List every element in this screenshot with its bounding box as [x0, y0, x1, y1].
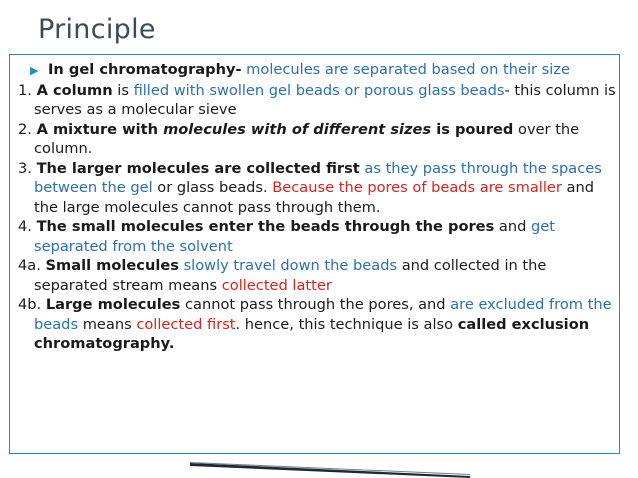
paragraph-5-segment-1: 4.	[18, 218, 37, 235]
paragraph-4	[18, 159, 616, 218]
paragraph-7-segment-5: means	[78, 315, 137, 333]
bottom-bar-highlight	[190, 462, 470, 475]
paragraph-4-segment-3: as they pass through the spaces between the gel	[34, 159, 602, 196]
paragraph-4-segment-6: and the large molecules cannot pass through them.	[34, 179, 595, 216]
paragraph-5-segment-2: The small molecules enter the beads through the pores	[36, 218, 495, 235]
paragraph-6-segment-3: slowly travel down the beads	[178, 257, 398, 274]
paragraph-7-segment-3: cannot pass through the pores, and	[180, 296, 451, 313]
paragraph-2-segment-5: - this column is serves as a molecular sieve	[34, 81, 616, 118]
bottom-bar-shape	[190, 463, 470, 478]
paragraph-4-segment-4: or glass beads.	[152, 179, 273, 196]
slide-title: Principle	[38, 14, 156, 45]
decorative-bottom-bar	[0, 462, 638, 478]
paragraph-5	[18, 217, 616, 256]
paragraph-7-segment-1: 4b.	[18, 296, 46, 313]
paragraph-4-segment-5: Because the pores of beads are smaller	[272, 179, 562, 196]
paragraph-5-segment-3: and	[494, 218, 531, 235]
paragraph-5-segment-4: get separated from the solvent	[34, 218, 555, 255]
arrow-bullet-icon: ▶	[30, 64, 39, 77]
paragraph-6-segment-1: 4a.	[18, 257, 46, 274]
paragraph-3-segment-5: over the column.	[34, 120, 580, 157]
paragraph-6-segment-4: and collected in the separated stream means	[34, 257, 547, 294]
paragraph-6-segment-5: collected latter	[221, 276, 332, 294]
paragraph-7-segment-4: are excluded from the beads	[34, 296, 612, 333]
paragraph-3-segment-1: 2.	[18, 120, 37, 138]
paragraph-3-segment-2: A mixture with	[36, 120, 164, 138]
paragraph-2-segment-1: 1.	[18, 81, 37, 99]
paragraph-1-segment-1: In gel chromatography-	[48, 61, 242, 78]
paragraph-3-segment-3: molecules with of different sizes	[163, 120, 432, 138]
paragraph-2	[18, 81, 616, 120]
paragraph-3-segment-4: is poured	[431, 120, 514, 138]
paragraph-7	[18, 295, 616, 354]
paragraph-2-segment-3: is	[112, 81, 134, 99]
slide-content	[18, 60, 616, 354]
paragraph-6	[18, 256, 616, 295]
paragraph-3	[18, 120, 616, 159]
paragraph-6-segment-2: Small molecules	[45, 257, 179, 274]
paragraph-1-segment-2: molecules are separated based on their size	[241, 61, 570, 78]
paragraph-2-segment-4: filled with swollen gel beads or porous glass beads	[133, 81, 505, 99]
paragraph-7-segment-6: collected first	[136, 315, 236, 333]
paragraph-4-segment-1: 3.	[18, 159, 37, 177]
paragraph-7-segment-2: Large molecules	[45, 296, 181, 313]
paragraph-7-segment-8: called exclusion chromatography.	[34, 315, 590, 352]
paragraph-7-segment-7: . hence, this technique is also	[235, 315, 458, 333]
paragraph-4-segment-2: The larger molecules are collected first	[36, 159, 360, 177]
paragraph-2-segment-2: A column	[36, 81, 113, 99]
paragraph-1	[18, 60, 616, 81]
